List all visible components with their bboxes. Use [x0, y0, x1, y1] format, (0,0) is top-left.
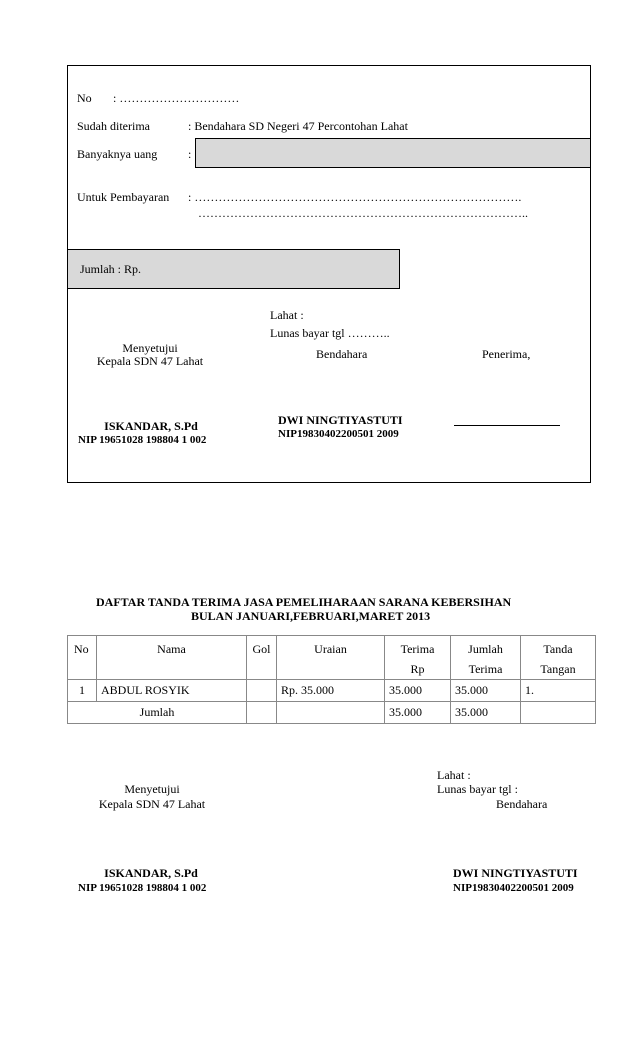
header-jumlah-l1: Jumlah	[468, 642, 503, 656]
sudah-diterima-value: : Bendahara SD Negeri 47 Percontohan Lahat	[188, 119, 408, 133]
banyaknya-uang-label: Banyaknya uang	[77, 147, 158, 161]
footer-bendahara-title: Bendahara	[496, 797, 548, 811]
footer-menyetujui: Menyetujui	[124, 782, 180, 796]
cell-tanda: 1.	[525, 683, 534, 697]
footer-lunas: Lunas bayar tgl :	[437, 782, 518, 796]
receipt-lunas: Lunas bayar tgl ………..	[270, 326, 390, 340]
cell-terima: 35.000	[389, 683, 422, 697]
daftar-title-line2: BULAN JANUARI,FEBRUARI,MARET 2013	[191, 609, 431, 623]
header-uraian: Uraian	[314, 642, 347, 656]
receipt-kepala-name: ISKANDAR, S.Pd	[104, 419, 198, 433]
cell-no: 1	[79, 683, 85, 697]
table-total-row	[68, 702, 596, 724]
header-nama: Nama	[157, 642, 186, 656]
footer-bendahara-nip: NIP19830402200501 2009	[453, 882, 574, 894]
header-terima-l1: Terima	[400, 642, 435, 656]
header-no: No	[74, 642, 89, 656]
untuk-pembayaran-line1: : ……………………………………………………………………….	[188, 190, 522, 204]
footer-kepala-name: ISKANDAR, S.Pd	[104, 866, 198, 880]
penerima-signature-line	[454, 413, 560, 431]
header-tanda-l2: Tangan	[540, 662, 576, 676]
table-row	[68, 680, 596, 702]
no-label: No	[77, 91, 92, 105]
jumlah-rp-text: Jumlah : Rp.	[80, 262, 142, 276]
banyaknya-uang-field	[195, 138, 591, 168]
header-jumlah-l2: Terima	[468, 662, 503, 676]
header-terima	[385, 636, 450, 679]
footer-lahat: Lahat :	[437, 768, 471, 782]
header-gol: Gol	[252, 642, 271, 656]
footer-kepala-title: Kepala SDN 47 Lahat	[98, 797, 206, 811]
receipt-bendahara-name: DWI NINGTIYASTUTI	[278, 413, 403, 427]
receipt-menyetujui: Menyetujui	[122, 341, 178, 355]
header-jumlah	[451, 636, 520, 679]
receipt-bendahara-nip: NIP19830402200501 2009	[278, 428, 399, 440]
receipt-lahat: Lahat :	[270, 308, 304, 322]
no-value: : …………………………	[113, 91, 240, 105]
banyaknya-uang-colon: :	[188, 147, 192, 161]
untuk-pembayaran-line2: ………………………………………………………………………..	[198, 206, 528, 220]
terima-table	[67, 635, 596, 724]
footer-bendahara-name: DWI NINGTIYASTUTI	[453, 866, 578, 880]
total-terima: 35.000	[389, 705, 422, 719]
receipt-bendahara-title: Bendahara	[316, 347, 368, 361]
receipt-penerima-title: Penerima,	[482, 347, 531, 361]
header-tanda-l1: Tanda	[543, 642, 573, 656]
sudah-diterima-label: Sudah diterima	[77, 119, 150, 133]
untuk-pembayaran-label: Untuk Pembayaran	[77, 190, 170, 204]
daftar-title-line1: DAFTAR TANDA TERIMA JASA PEMELIHARAAN SARANA KEBERSIHAN	[96, 595, 512, 609]
total-jumlah: 35.000	[455, 705, 488, 719]
total-label: Jumlah	[139, 705, 175, 719]
receipt-kepala-title: Kepala SDN 47 Lahat	[96, 354, 204, 368]
cell-nama: ABDUL ROSYIK	[101, 683, 190, 697]
cell-jumlah: 35.000	[455, 683, 488, 697]
header-terima-l2: Rp	[410, 662, 425, 676]
receipt-kepala-nip: NIP 19651028 198804 1 002	[78, 434, 207, 446]
cell-gol	[247, 680, 276, 683]
header-tanda	[521, 636, 595, 679]
cell-uraian: Rp. 35.000	[281, 683, 335, 697]
footer-kepala-nip: NIP 19651028 198804 1 002	[78, 882, 207, 894]
table-header-row	[68, 636, 596, 680]
